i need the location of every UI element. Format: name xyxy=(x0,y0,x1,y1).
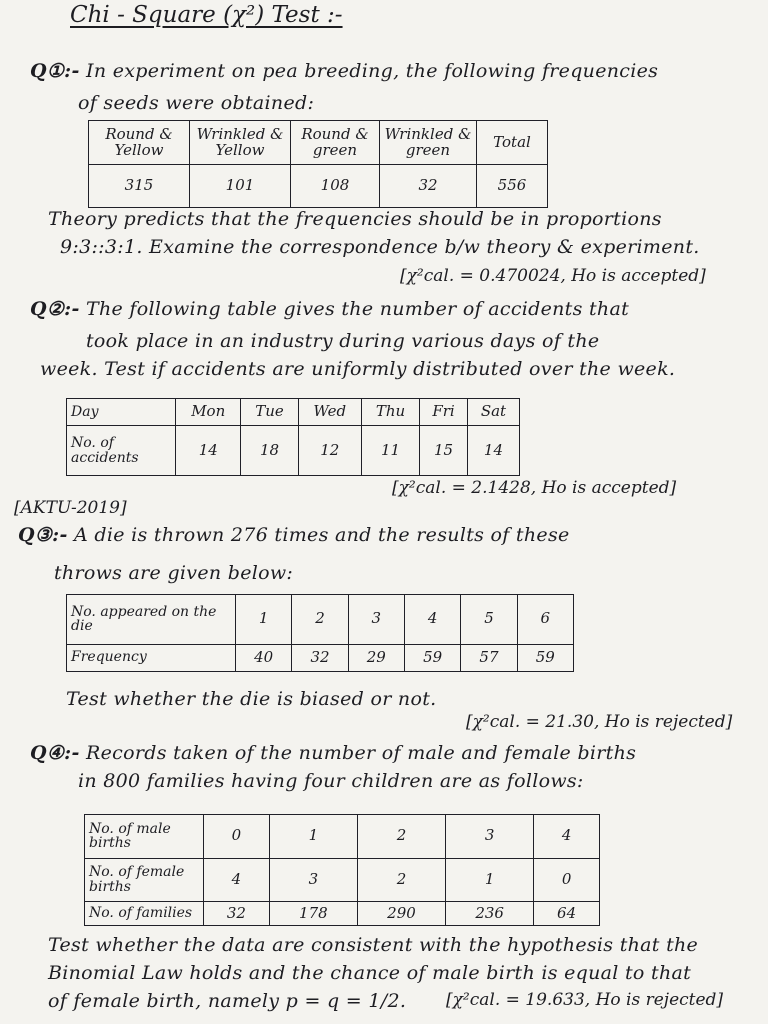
q2-day-row xyxy=(67,399,520,426)
q1-header-cell: Wrinkled & Yellow xyxy=(190,121,291,165)
q4-row-label: No. of female births xyxy=(85,858,204,902)
q4-after2: Binomial Law holds and the chance of male birth is equal to that xyxy=(48,962,692,984)
q1-value-cell: 101 xyxy=(190,165,291,208)
q1-label: Q①:- xyxy=(30,60,80,82)
q4-male-cell: 0 xyxy=(204,815,270,859)
q4-family-cell: 178 xyxy=(269,902,357,926)
q3-line2: throws are given below: xyxy=(54,562,294,584)
q3-frequency-row xyxy=(67,644,574,671)
q2-accident-row xyxy=(67,426,520,476)
q4-family-cell: 32 xyxy=(204,902,270,926)
q3-frequency-cell: 29 xyxy=(348,644,404,671)
q1-value-cell: 32 xyxy=(380,165,477,208)
q3-face-cell: 5 xyxy=(461,595,517,645)
q4-female-row xyxy=(85,858,600,902)
q3-table xyxy=(66,594,574,672)
q1-text1: In experiment on pea breeding, the following frequencies xyxy=(86,60,659,82)
q1-answer: [χ²cal. = 0.470024, Ho is accepted] xyxy=(400,266,706,286)
q4-after3: of female birth, namely p = q = 1/2. xyxy=(48,990,407,1012)
q2-accident-cell: 12 xyxy=(298,426,361,476)
q1-line2: of seeds were obtained: xyxy=(78,92,315,114)
q1-header-cell: Total xyxy=(477,121,548,165)
q4-male-row xyxy=(85,815,600,859)
q4-label: Q④:- xyxy=(30,742,80,764)
q2-row-label: No. of accidents xyxy=(67,426,176,476)
page-title: Chi - Square (χ²) Test :- xyxy=(70,2,343,28)
q3-frequency-cell: 59 xyxy=(404,644,460,671)
q2-accident-cell: 18 xyxy=(241,426,298,476)
q4-family-row xyxy=(85,902,600,926)
q1-value-cell: 556 xyxy=(477,165,548,208)
q2-line2: took place in an industry during various days of the xyxy=(86,330,600,352)
q2-row-label: Day xyxy=(67,399,176,426)
q3-frequency-cell: 40 xyxy=(236,644,292,671)
q4-male-cell: 4 xyxy=(534,815,600,859)
q3-line1 xyxy=(18,524,570,546)
q1-value-cell: 315 xyxy=(89,165,190,208)
q2-source: [AKTU-2019] xyxy=(14,498,127,518)
q2-day-cell: Wed xyxy=(298,399,361,426)
q1-header-cell: Round & Yellow xyxy=(89,121,190,165)
q2-text1: The following table gives the number of accidents that xyxy=(86,298,630,320)
q2-label: Q②:- xyxy=(30,298,80,320)
q4-answer: [χ²cal. = 19.633, Ho is rejected] xyxy=(446,990,724,1010)
q4-line2: in 800 families having four children are as follows: xyxy=(78,770,584,792)
q3-face-cell: 4 xyxy=(404,595,460,645)
q4-line1 xyxy=(30,742,636,764)
q3-answer: [χ²cal. = 21.30, Ho is rejected] xyxy=(466,712,733,732)
q4-male-cell: 3 xyxy=(446,815,534,859)
q4-family-cell: 236 xyxy=(446,902,534,926)
q4-text1: Records taken of the number of male and female births xyxy=(86,742,637,764)
q1-value-cell: 108 xyxy=(291,165,380,208)
q1-header-row xyxy=(89,121,548,165)
q3-label: Q③:- xyxy=(18,524,68,546)
q4-table xyxy=(84,814,600,926)
q1-value-row xyxy=(89,165,548,208)
q3-face-cell: 1 xyxy=(236,595,292,645)
q4-male-cell: 1 xyxy=(269,815,357,859)
q4-female-cell: 1 xyxy=(446,858,534,902)
q4-row-label: No. of male births xyxy=(85,815,204,859)
q2-table xyxy=(66,398,520,476)
q2-day-cell: Mon xyxy=(176,399,241,426)
q2-day-cell: Fri xyxy=(420,399,468,426)
q3-frequency-cell: 32 xyxy=(292,644,348,671)
q3-row-label: No. appeared on the die xyxy=(67,595,236,645)
q1-header-cell: Round & green xyxy=(291,121,380,165)
q4-family-cell: 290 xyxy=(357,902,445,926)
q1-header-cell: Wrinkled & green xyxy=(380,121,477,165)
q4-female-cell: 3 xyxy=(269,858,357,902)
q3-text1: A die is thrown 276 times and the results of these xyxy=(74,524,570,546)
q4-family-cell: 64 xyxy=(534,902,600,926)
q4-female-cell: 4 xyxy=(204,858,270,902)
q2-line3: week. Test if accidents are uniformly distributed over the week. xyxy=(40,358,676,380)
q1-after1: Theory predicts that the frequencies should be in proportions xyxy=(48,208,662,230)
q4-male-cell: 2 xyxy=(357,815,445,859)
q1-line1 xyxy=(30,60,658,82)
q3-face-cell: 3 xyxy=(348,595,404,645)
q1-after2: 9:3::3:1. Examine the correspondence b/w theory & experiment. xyxy=(60,236,700,258)
q3-face-row xyxy=(67,595,574,645)
q2-accident-cell: 15 xyxy=(420,426,468,476)
q3-row-label: Frequency xyxy=(67,644,236,671)
q3-after: Test whether the die is biased or not. xyxy=(66,688,437,710)
q2-day-cell: Tue xyxy=(241,399,298,426)
q2-accident-cell: 11 xyxy=(361,426,419,476)
q3-frequency-cell: 57 xyxy=(461,644,517,671)
q2-accident-cell: 14 xyxy=(176,426,241,476)
q2-accident-cell: 14 xyxy=(467,426,519,476)
q4-after1: Test whether the data are consistent with the hypothesis that the xyxy=(48,934,699,956)
q2-day-cell: Thu xyxy=(361,399,419,426)
q4-female-cell: 0 xyxy=(534,858,600,902)
q3-frequency-cell: 59 xyxy=(517,644,573,671)
q3-face-cell: 2 xyxy=(292,595,348,645)
q2-line1 xyxy=(30,298,629,320)
q3-face-cell: 6 xyxy=(517,595,573,645)
q2-answer: [χ²cal. = 2.1428, Ho is accepted] xyxy=(392,478,677,498)
q1-table xyxy=(88,120,548,208)
q4-female-cell: 2 xyxy=(357,858,445,902)
q2-day-cell: Sat xyxy=(467,399,519,426)
q4-row-label: No. of families xyxy=(85,902,204,926)
